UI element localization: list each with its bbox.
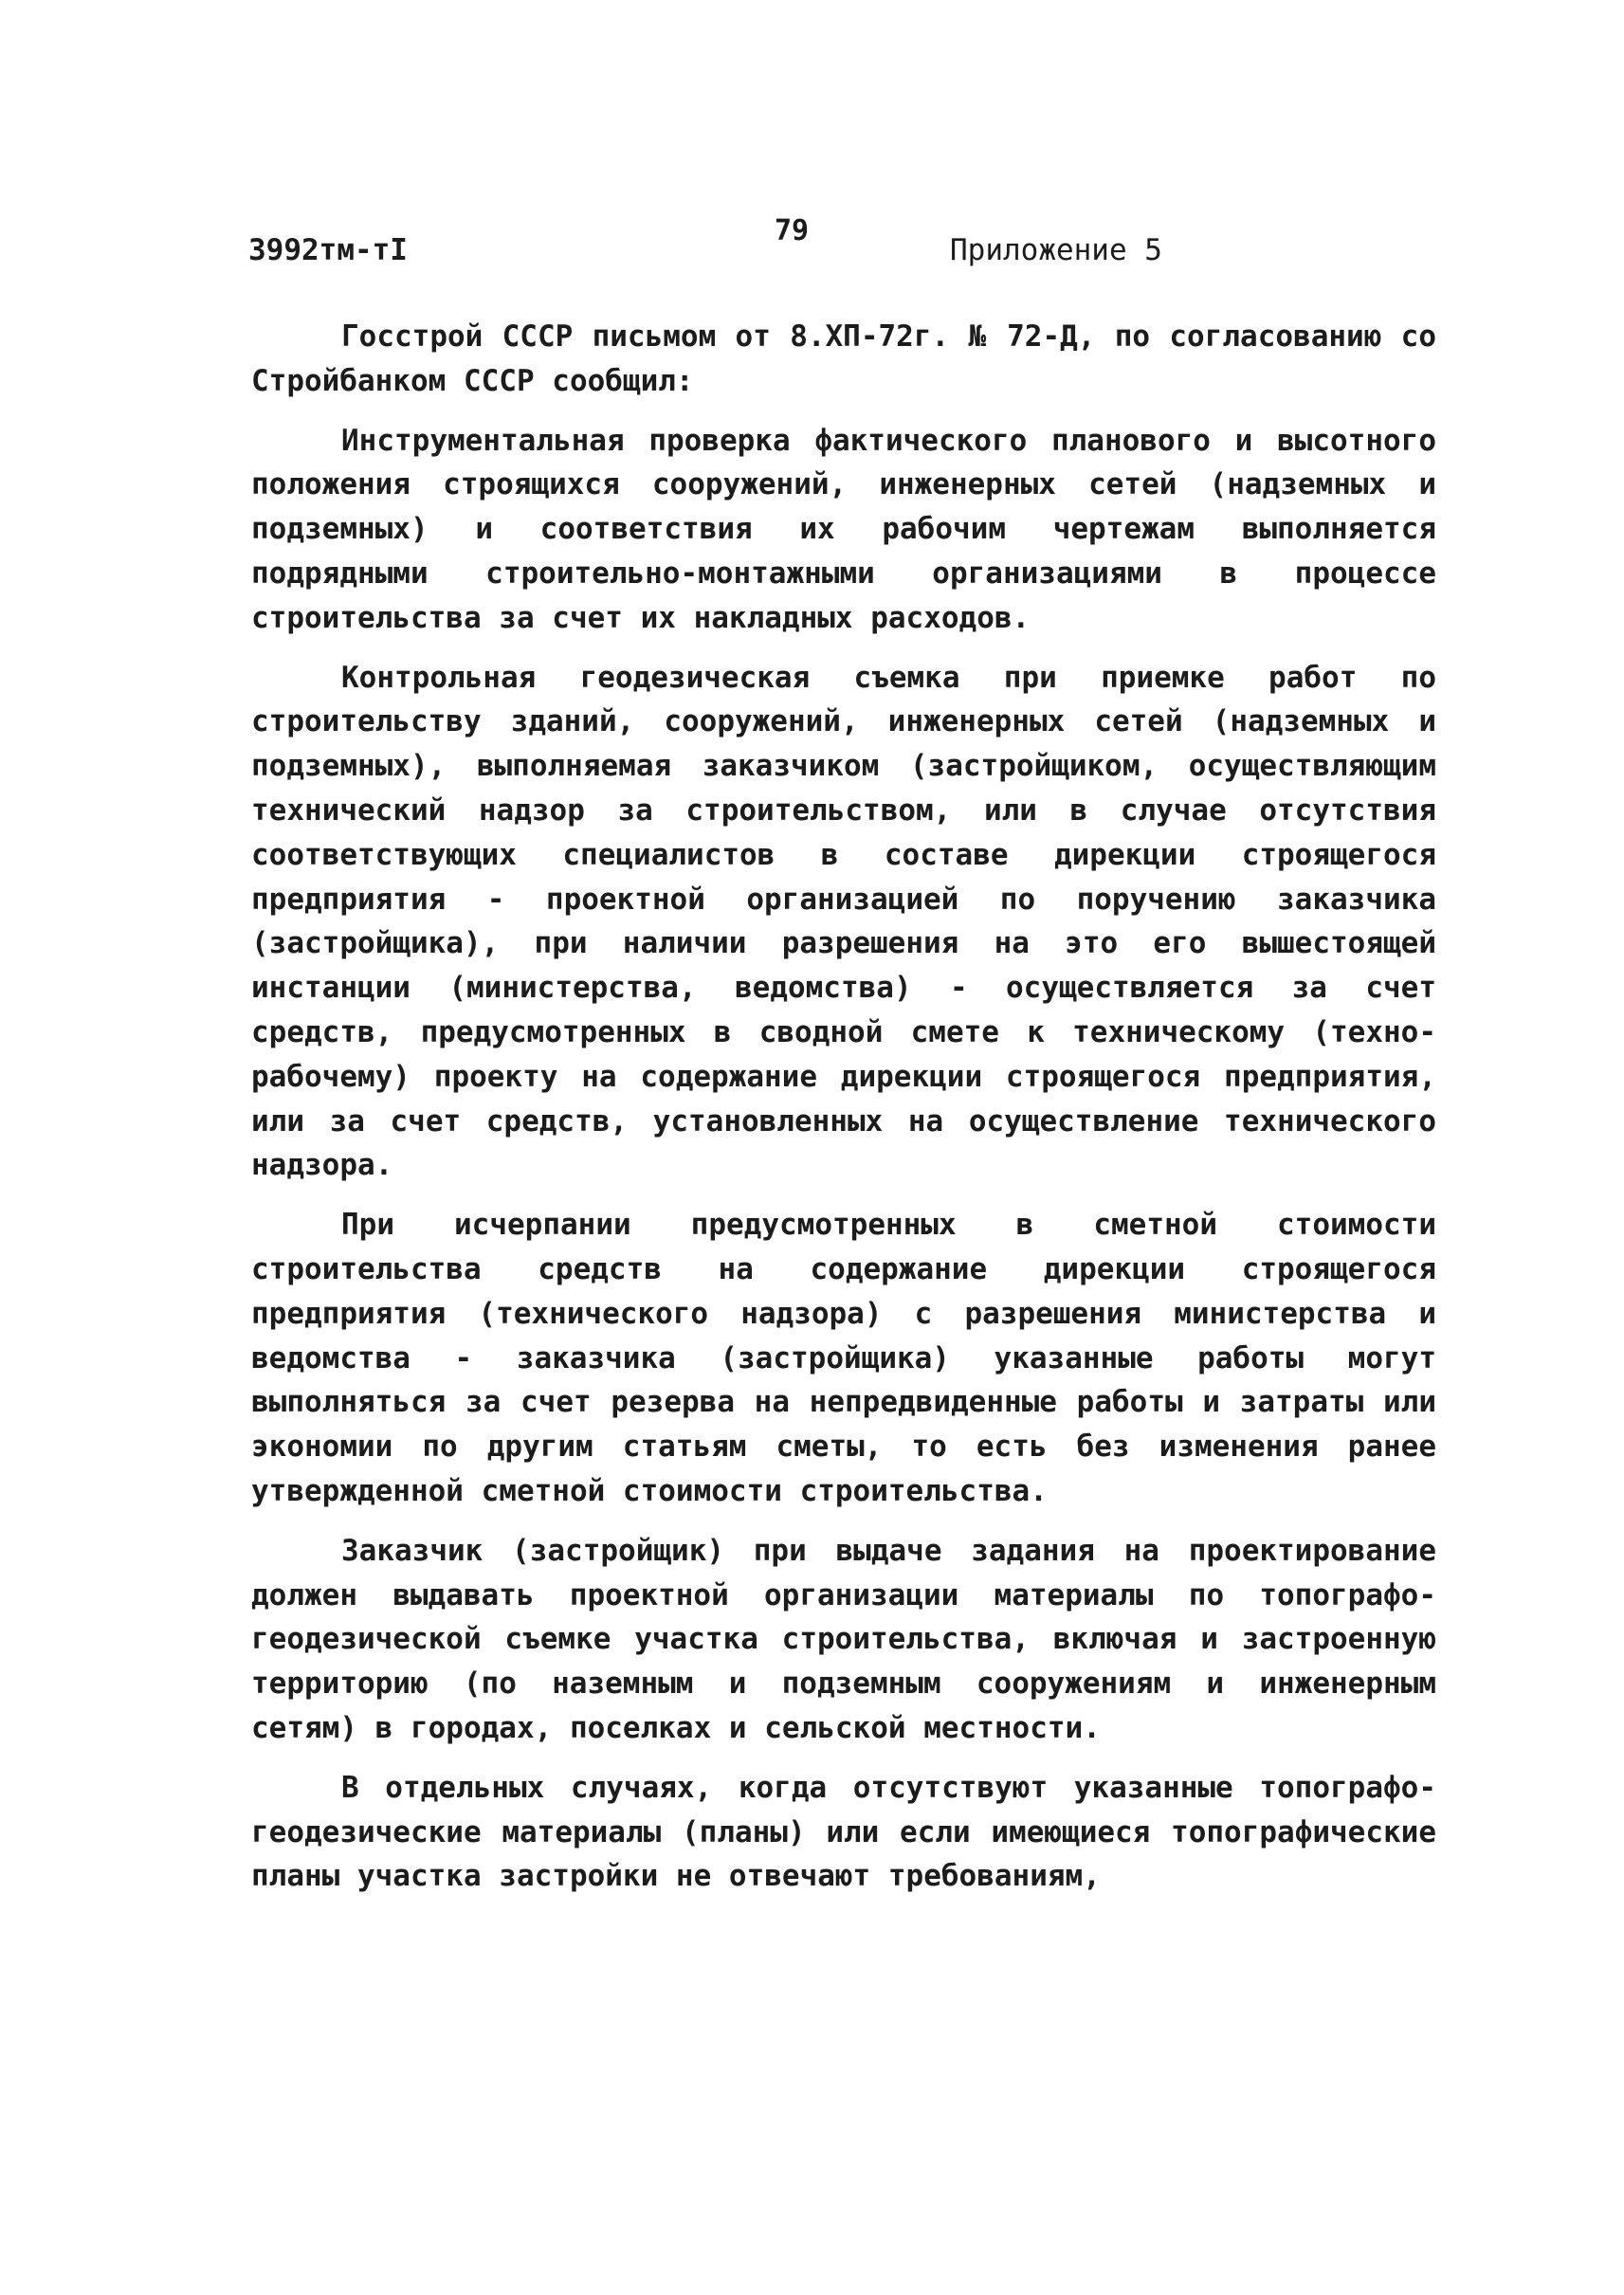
appendix-label: Приложение 5 [950, 233, 1162, 267]
paragraph-instrumental-check: Инструментальная проверка фактического планового и высотного положения строящихся сооружений, инженерных сетей (надземных и подземных) и соответствия их рабочим чертежам выполняется подрядными строительно-монтажными организациями в процессе строительства за счет их накладных расходов. [251, 423, 1436, 635]
paragraph-customer-materials: Заказчик (застройщик) при выдаче задания на проектирование должен выдавать проектной организации материалы по топографо-геодезической съемке участка строительства, включая и застроенную территорию (по наземным и подземным сооружениям и инженерным сетям) в городах, поселках и сельской местности. [251, 1533, 1436, 1745]
paragraph-special-cases: В отдельных случаях, когда отсутствуют указанные топографо-геодезические материалы (планы) или если имеющиеся топографические планы участка застройки не отвечают требованиям, [251, 1770, 1436, 1894]
page-header [248, 210, 1196, 267]
paragraph-control-survey: Контрольная геодезическая съемка при приемке работ по строительству зданий, сооружений, инженерных сетей (надземных и подземных), выполняемая заказчиком (застройщиком, осуществляющим технический надзор за строительством, или в случае отсутствия соответствующих специалистов в составе дирекции строящегося предприятия - проектной организацией по поручению заказчика (застройщика), при наличии разрешения на это его вышестоящей инстанции (министерства, ведомства) - осуществляется за счет средств, предусмотренных в сводной смете к техническому (техно-рабочему) проекту на содержание дирекции строящегося предприятия, или за счет средств, установленных на осуществление технического надзора. [251, 660, 1436, 1183]
document-body [251, 315, 1436, 1914]
page-number: 79 [775, 214, 810, 247]
paragraph-exhausted-funds: При исчерпании предусмотренных в сметной стоимости строительства средств на содержание дирекции строящегося предприятия (технического надзора) с разрешения министерства и ведомства - заказчика (застройщика) указанные работы могут выполняться за счет резерва на непредвиденные работы и затраты или экономии по другим статьям сметы, то есть без изменения ранее утвержденной сметной стоимости строительства. [251, 1208, 1436, 1508]
paragraph-gosstroy-letter: Госстрой СССР письмом от 8.ХП-72г. № 72-Д, по согласованию со Стройбанком СССР сообщил: [251, 319, 1436, 398]
document-code: 3992тм-тI [248, 233, 408, 267]
